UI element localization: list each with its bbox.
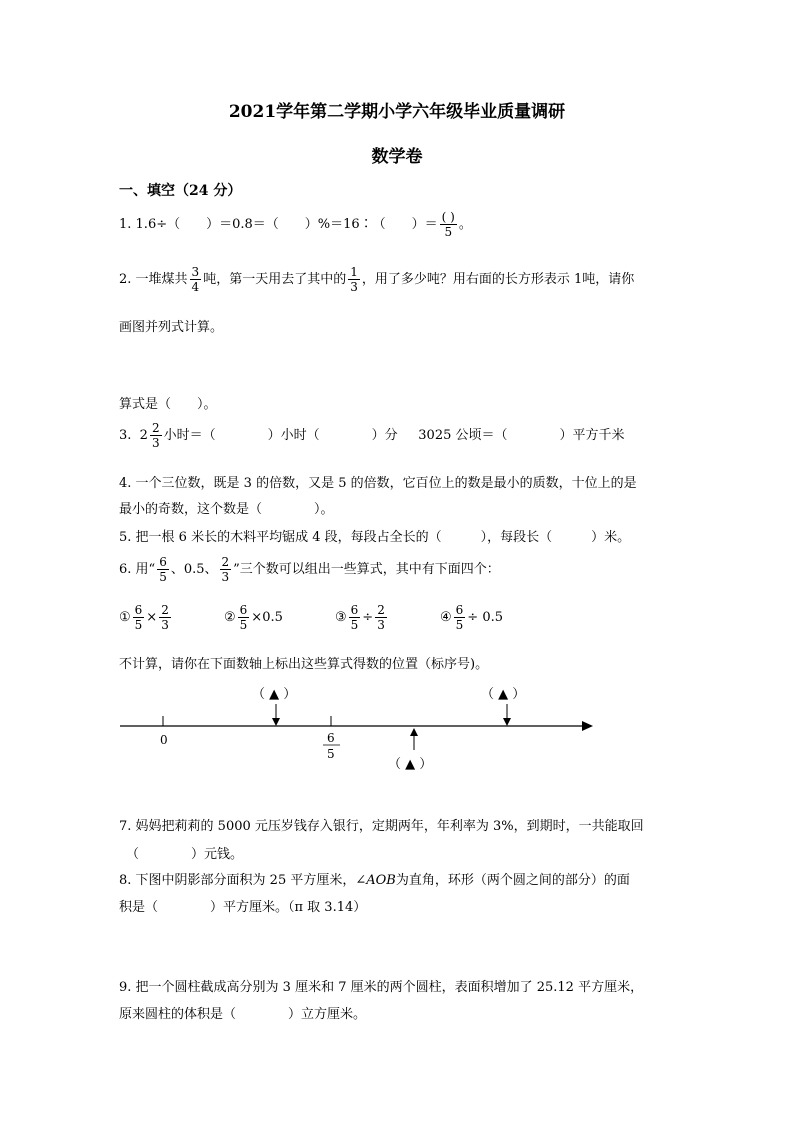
number-line bbox=[0, 680, 794, 780]
q2-fraction-2: $\frac{1}{3}$ bbox=[350, 265, 358, 294]
q2-formula: 算式是（ ）。 bbox=[119, 397, 217, 412]
marker-label-2: （ ▲ ） bbox=[481, 687, 526, 702]
q9-line1: 9. 把一个圆柱截成高分别为 3 厘米和 7 厘米的两个圆柱，表面积增加了 25.12 平方厘米， bbox=[119, 980, 644, 995]
q7-line2: （ ）元钱。 bbox=[126, 847, 244, 862]
tick-fraction-num: 6 bbox=[327, 731, 335, 745]
arrow-down-icon bbox=[503, 718, 511, 726]
q6-instruction: 不计算，请你在下面数轴上标出这些算式得数的位置（标序号)。 bbox=[119, 657, 489, 672]
page-subtitle: 数学卷 bbox=[371, 147, 423, 167]
axis-arrow-icon bbox=[582, 721, 593, 731]
q4-line2: 最小的奇数，这个数是（ ）。 bbox=[119, 502, 334, 517]
q9-line2: 原来圆柱的体积是（ ）立方厘米。 bbox=[119, 1007, 367, 1022]
question-3: 3. 2 $\frac{2}{3}$ 小时＝（ ）小时（ ）分 3025 公顷＝（ ）平方千米 bbox=[119, 421, 625, 450]
tick-fraction-den: 5 bbox=[327, 747, 335, 761]
q6-item-1: ① $\frac{6}{5}$ × $\frac{2}{3}$ bbox=[119, 603, 169, 632]
question-1: 1. 1.6÷（ ）＝0.8＝（ ）%＝16∶（ ）＝ $\frac{( )}{5}$ 。 bbox=[119, 210, 472, 239]
q6-item-2: ② $\frac{6}{5}$ ×0.5 bbox=[224, 603, 283, 632]
q1-text: 1. 1.6÷（ ）＝0.8＝（ ）%＝16∶（ ）＝ bbox=[119, 217, 438, 232]
q6-fraction-2: $\frac{2}{3}$ bbox=[221, 555, 230, 584]
arrow-up-icon bbox=[410, 728, 418, 736]
question-2: 2. 一堆煤共 $\frac{3}{4}$ 吨，第一天用去了其中的 $\frac{1}{3}$ ，用了多少吨？用右面的长方形表示 1吨，请你 bbox=[119, 265, 635, 294]
q6-item-3: ③ $\frac{6}{5}$ ÷ $\frac{2}{3}$ bbox=[335, 603, 385, 632]
question-5: 5. 把一根 6 米长的木料平均锯成 4 段，每段占全长的（ ），每段长（ ）米。 bbox=[119, 530, 631, 545]
marker-label-3: （ ▲ ） bbox=[388, 757, 433, 772]
page-title: 2021学年第二学期小学六年级毕业质量调研 bbox=[228, 102, 566, 122]
question-6: 6. 用“ $\frac{6}{5}$ 、0.5、 $\frac{2}{3}$ ”三个数可以组出一些算式，其中有下面四个： bbox=[119, 555, 500, 584]
arrow-down-icon bbox=[272, 718, 280, 726]
q4-line1: 4. 一个三位数，既是 3 的倍数，又是 5 的倍数，它百位上的数是最小的质数，十位上的是 bbox=[119, 476, 637, 491]
section-heading: 一、填空（24 分） bbox=[119, 183, 242, 199]
marker-label-1: （ ▲ ） bbox=[252, 687, 297, 702]
q8-line1: 8. 下图中阴影部分面积为 25 平方厘米，∠AOB为直角，环形（两个圆之间的部分）的面 bbox=[119, 873, 630, 888]
q1-fraction: $\frac{( )}{5}$ bbox=[441, 210, 455, 239]
q6-item-4: ④ $\frac{6}{5}$ ÷ 0.5 bbox=[440, 603, 503, 632]
zero-label: 0 bbox=[160, 733, 168, 747]
q8-line2: 积是（ ）平方厘米。（π 取 3.14） bbox=[119, 900, 367, 915]
q2-fraction-1: $\frac{3}{4}$ bbox=[191, 265, 200, 294]
q7-line1: 7. 妈妈把莉莉的 5000 元压岁钱存入银行，定期两年，年利率为 3%，到期时，一共能取回 bbox=[119, 819, 644, 834]
q6-fraction-1: $\frac{6}{5}$ bbox=[159, 555, 167, 584]
q2-line2: 画图并列式计算。 bbox=[119, 320, 224, 335]
q3-fraction: $\frac{2}{3}$ bbox=[151, 421, 160, 450]
